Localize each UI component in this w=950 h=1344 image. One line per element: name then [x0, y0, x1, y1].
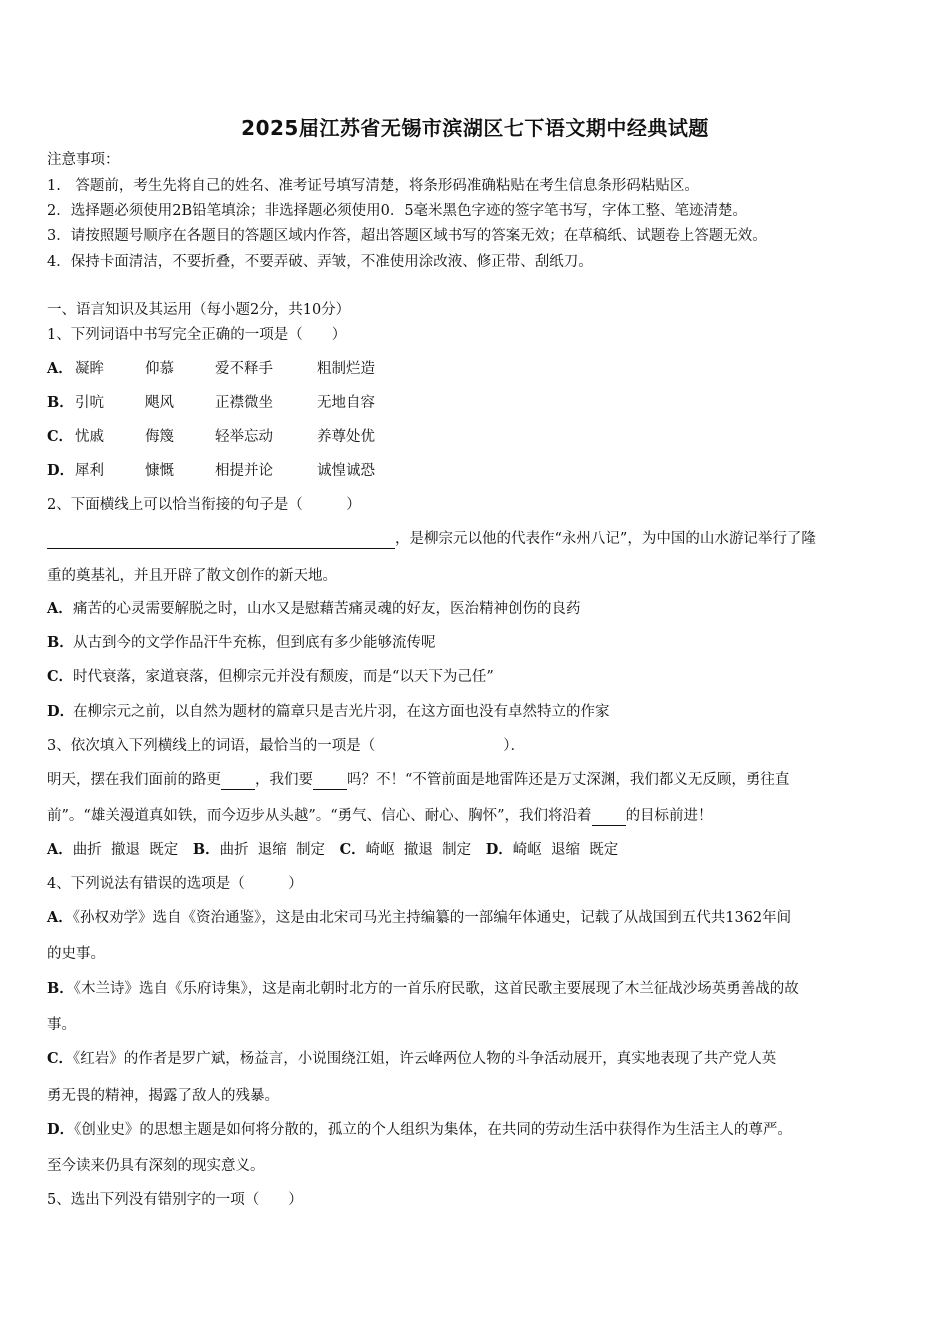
notice-item-2: 2．选择题必须使用2B铅笔填涂；非选择题必须使用0．5毫米黑色字迹的签字笔书写，字体工整、笔迹清楚。 — [47, 203, 748, 219]
answer-blank — [47, 532, 395, 549]
q4-option-c: C．《红岩》的作者是罗广斌，杨益言，小说围绕江姐，许云峰两位人物的斗争活动展开，真实地表现了共产党人英 — [47, 1050, 777, 1067]
answer-blank — [221, 773, 255, 790]
q4-option-d-cont: 至今读来仍具有深刻的现实意义。 — [47, 1158, 265, 1174]
answer-blank — [592, 809, 626, 826]
q4-option-c-cont: 勇无畏的精神，揭露了敌人的残暴。 — [47, 1088, 279, 1104]
notice-item-4: 4．保持卡面清洁，不要折叠，不要弄破、弄皱，不准使用涂改液、修正带、刮纸刀。 — [47, 254, 593, 270]
q2-option-a: A．痛苦的心灵需要解脱之时，山水又是慰藉苦痛灵魂的好友，医治精神创伤的良药 — [47, 600, 581, 617]
q2-passage-line-2: 重的奠基礼，并且开辟了散文创作的新天地。 — [47, 568, 337, 584]
q4-option-a: A．《孙权劝学》选自《资治通鉴》，这是由北宋司马光主持编纂的一部编年体通史，记载了从战国到五代共1362年间 — [47, 909, 792, 926]
section-heading: 一、语言知识及其运用（每小题2分，共10分） — [47, 302, 351, 318]
answer-blank — [313, 773, 347, 790]
q4-stem: 4、下列说法有错误的选项是（ ） — [47, 876, 303, 892]
q4-option-d: D．《创业史》的思想主题是如何将分散的，孤立的个人组织为集体，在共同的劳动生活中获得作为生活主人的尊严。 — [47, 1121, 792, 1138]
q3-passage-line-1: 明天，摆在我们面前的路更 ，我们要 吗？不！“不管前面是地雷阵还是万丈深渊，我们都义无反顾，勇往直 — [47, 772, 790, 788]
q3-stem: 3、依次填入下列横线上的词语，最恰当的一项是（ ）． — [47, 738, 525, 754]
q2-passage-line-1: ，是柳宗元以他的代表作“永州八记”，为中国的山水游记举行了隆 — [47, 529, 816, 549]
q3-options: A．曲折 撤退 既定 B．曲折 退缩 制定 C．崎岖 撤退 制定 D．崎岖 退缩 既定 — [47, 841, 619, 858]
q1-option-a: A． 凝眸 仰慕 爱不释手 粗制烂造 — [47, 360, 375, 377]
q4-option-b-cont: 事。 — [47, 1017, 76, 1033]
notice-item-1: 1. 答题前，考生先将自己的姓名、准考证号填写清楚，将条形码准确粘贴在考生信息条形码粘贴区。 — [47, 178, 699, 194]
q1-option-b: B．引吭 飓风 正襟微坐 无地自容 — [47, 394, 375, 411]
q3-passage-line-2: 前”。“雄关漫道真如铁，而今迈步从头越”。“勇气、信心、耐心、胸怀”，我们将沿着 的目标前进！ — [47, 808, 713, 824]
q5-stem: 5、选出下列没有错别字的一项（ ） — [47, 1192, 303, 1208]
q2-stem: 2、下面横线上可以恰当衔接的句子是（ ） — [47, 497, 361, 513]
q4-option-a-cont: 的史事。 — [47, 946, 105, 962]
q2-option-d: D．在柳宗元之前，以自然为题材的篇章只是吉光片羽，在这方面也没有卓然特立的作家 — [47, 703, 610, 720]
q1-option-c: C． 忧戚 侮篾 轻举忘动 养尊处优 — [47, 428, 375, 445]
q2-option-b: B．从古到今的文学作品汗牛充栋，但到底有多少能够流传呢 — [47, 634, 436, 651]
q4-option-b: B．《木兰诗》选自《乐府诗集》，这是南北朝时北方的一首乐府民歌，这首民歌主要展现了木兰征战沙场英勇善战的故 — [47, 980, 799, 997]
notice-item-3: 3．请按照题号顺序在各题目的答题区域内作答，超出答题区域书写的答案无效；在草稿纸、试题卷上答题无效。 — [47, 228, 767, 244]
q1-option-d: D．犀利 慷慨 相提并论 诚惶诚恐 — [47, 462, 375, 479]
q2-option-c: C．时代衰落，家道衰落，但柳宗元并没有颓废，而是“以天下为己任” — [47, 668, 494, 685]
q1-stem: 1、下列词语中书写完全正确的一项是（ ） — [47, 327, 347, 343]
notice-heading: 注意事项： — [47, 152, 120, 168]
exam-title: 2025届江苏省无锡市滨湖区七下语文期中经典试题 — [241, 116, 709, 140]
